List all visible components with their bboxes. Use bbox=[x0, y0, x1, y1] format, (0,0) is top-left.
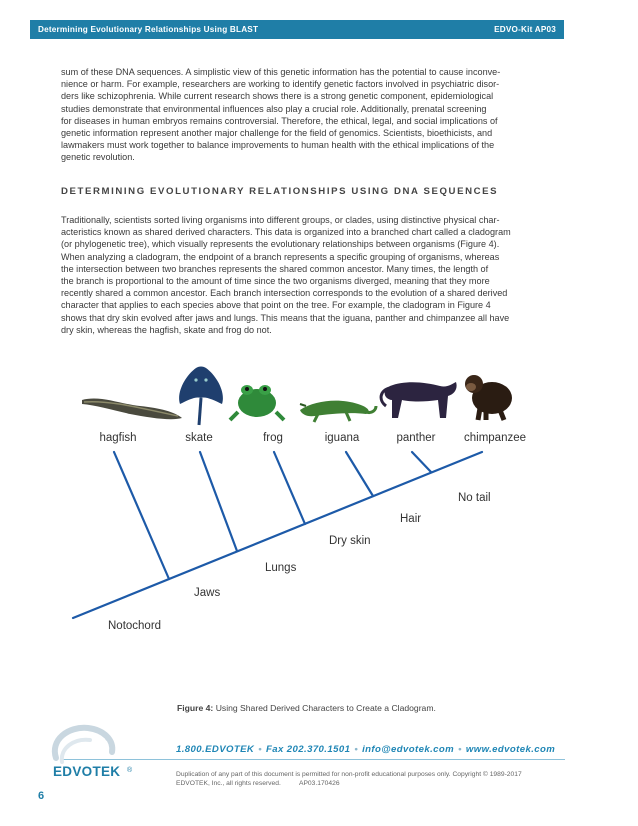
character-label-dry-skin: Dry skin bbox=[329, 535, 371, 547]
character-label-jaws: Jaws bbox=[194, 587, 221, 599]
text-line: sum of these DNA sequences. A simplistic view of this genetic information has the potential to cause inconve- bbox=[61, 67, 501, 77]
character-label-lungs: Lungs bbox=[265, 562, 297, 574]
animal-label-panther: panther bbox=[396, 432, 436, 444]
character-label-hair: Hair bbox=[400, 513, 422, 525]
frog-icon bbox=[230, 385, 284, 420]
branch-panther bbox=[412, 452, 431, 472]
text-line: the branch is proportional to the amount of time since the two organisms diverged, meaning that they more bbox=[61, 276, 490, 287]
branch-iguana bbox=[346, 452, 373, 496]
header-kit-id: EDVO-Kit AP03 bbox=[494, 25, 556, 34]
footer-phone: 1.800.EDVOTEK bbox=[176, 744, 255, 755]
text-line: studies demonstrate that environmental influences also play a crucial role. Additionally, prenatal screening bbox=[61, 103, 487, 114]
text-line: Traditionally, scientists sorted living organisms into different groups, or clades, using distinctive physical char- bbox=[61, 215, 500, 225]
footer-legal-line: Duplication of any part of this document is permitted for non-profit educational purposes only. Copyright © 1989-2017 bbox=[176, 771, 522, 778]
figure-caption-label: Figure 4: bbox=[177, 703, 214, 713]
text-line: the intersection between two branches represents the shared common ancestor. Many times, the length of bbox=[61, 263, 489, 274]
text-line: character that applies to each species above that point on the tree. For example, the cladogram in Figure 4 bbox=[61, 300, 491, 311]
figure-caption bbox=[177, 703, 436, 713]
text-line: When analyzing a cladogram, the endpoint of a branch represents a specific grouping of organisms, whereas bbox=[61, 251, 500, 262]
text-line: acteristics known as shared derived characters. This data is organized into a branched chart called a cladogram bbox=[61, 227, 511, 238]
character-label-notochord: Notochord bbox=[108, 620, 162, 632]
panther-icon bbox=[381, 382, 457, 418]
footer-contact: 1.800.EDVOTEK • Fax 202.370.1501 • info@edvotek.com • www.edvotek.com bbox=[176, 744, 556, 755]
figure-caption-text: Using Shared Derived Characters to Create a Cladogram. bbox=[215, 703, 436, 713]
footer-legal-line: EDVOTEK, Inc., all rights reserved. AP03.170426 bbox=[176, 780, 340, 787]
text-line: shows that dry skin evolved after jaws and lungs. This means that the iguana, panther and chimpanzee all have bbox=[61, 312, 510, 323]
text-line: (or phylogenetic tree), which visually represents the evolutionary relationships between organisms (Figure 4). bbox=[61, 239, 500, 250]
text-line: genetic information represent another major challenge for the field of genomics. Scientists, bioethicists, and bbox=[61, 128, 493, 139]
footer-email[interactable]: info@edvotek.com bbox=[362, 744, 455, 755]
chimpanzee-icon bbox=[465, 375, 512, 420]
skate-icon bbox=[179, 367, 223, 426]
text-line: for diseases in human embryos remains controversial. Therefore, the ethical, legal, and social implications of bbox=[61, 115, 498, 126]
hagfish-icon bbox=[82, 399, 182, 420]
edvotek-logo-text: EDVOTEK bbox=[53, 764, 121, 779]
animal-label-iguana: iguana bbox=[324, 432, 360, 444]
cladogram-tree bbox=[73, 452, 482, 618]
animal-label-chimpanzee: chimpanzee bbox=[463, 432, 527, 444]
section-heading: DETERMINING EVOLUTIONARY RELATIONSHIPS USING DNA SEQUENCES bbox=[61, 186, 499, 197]
text-line: recently shared a common ancestor. Each branch intersection corresponds to the evolution of a shared derived bbox=[61, 288, 508, 299]
iguana-icon bbox=[300, 401, 376, 422]
animal-label-skate: skate bbox=[185, 432, 213, 444]
text-line: lawmakers must work together to balance improvements to human health with the ethical implications of the bbox=[61, 140, 495, 151]
branch-skate bbox=[200, 452, 237, 551]
footer-fax: Fax 202.370.1501 bbox=[266, 744, 351, 755]
registered-mark: ® bbox=[127, 767, 133, 774]
animal-label-hagfish: hagfish bbox=[99, 432, 137, 444]
animal-label-frog: frog bbox=[263, 432, 283, 444]
text-line: dry skin, whereas the hagfish, skate and frog do not. bbox=[61, 324, 272, 335]
text-line: genetic revolution. bbox=[61, 152, 135, 163]
branch-frog bbox=[274, 452, 305, 524]
text-line: ders like schizophrenia. While current research shows there is a strong genetic component, epidemiological bbox=[61, 91, 494, 102]
text-line: nience or harm. For example, researchers are working to identify genetic factors involved in psychiatric disor- bbox=[61, 79, 500, 90]
main-trunk bbox=[73, 452, 482, 618]
branch-hagfish bbox=[114, 452, 169, 579]
header-title: Determining Evolutionary Relationships Using BLAST bbox=[38, 25, 259, 34]
footer-legal bbox=[176, 770, 522, 788]
page-number: 6 bbox=[38, 790, 45, 802]
footer-website[interactable]: www.edvotek.com bbox=[465, 744, 556, 755]
character-label-no-tail: No tail bbox=[458, 492, 491, 504]
